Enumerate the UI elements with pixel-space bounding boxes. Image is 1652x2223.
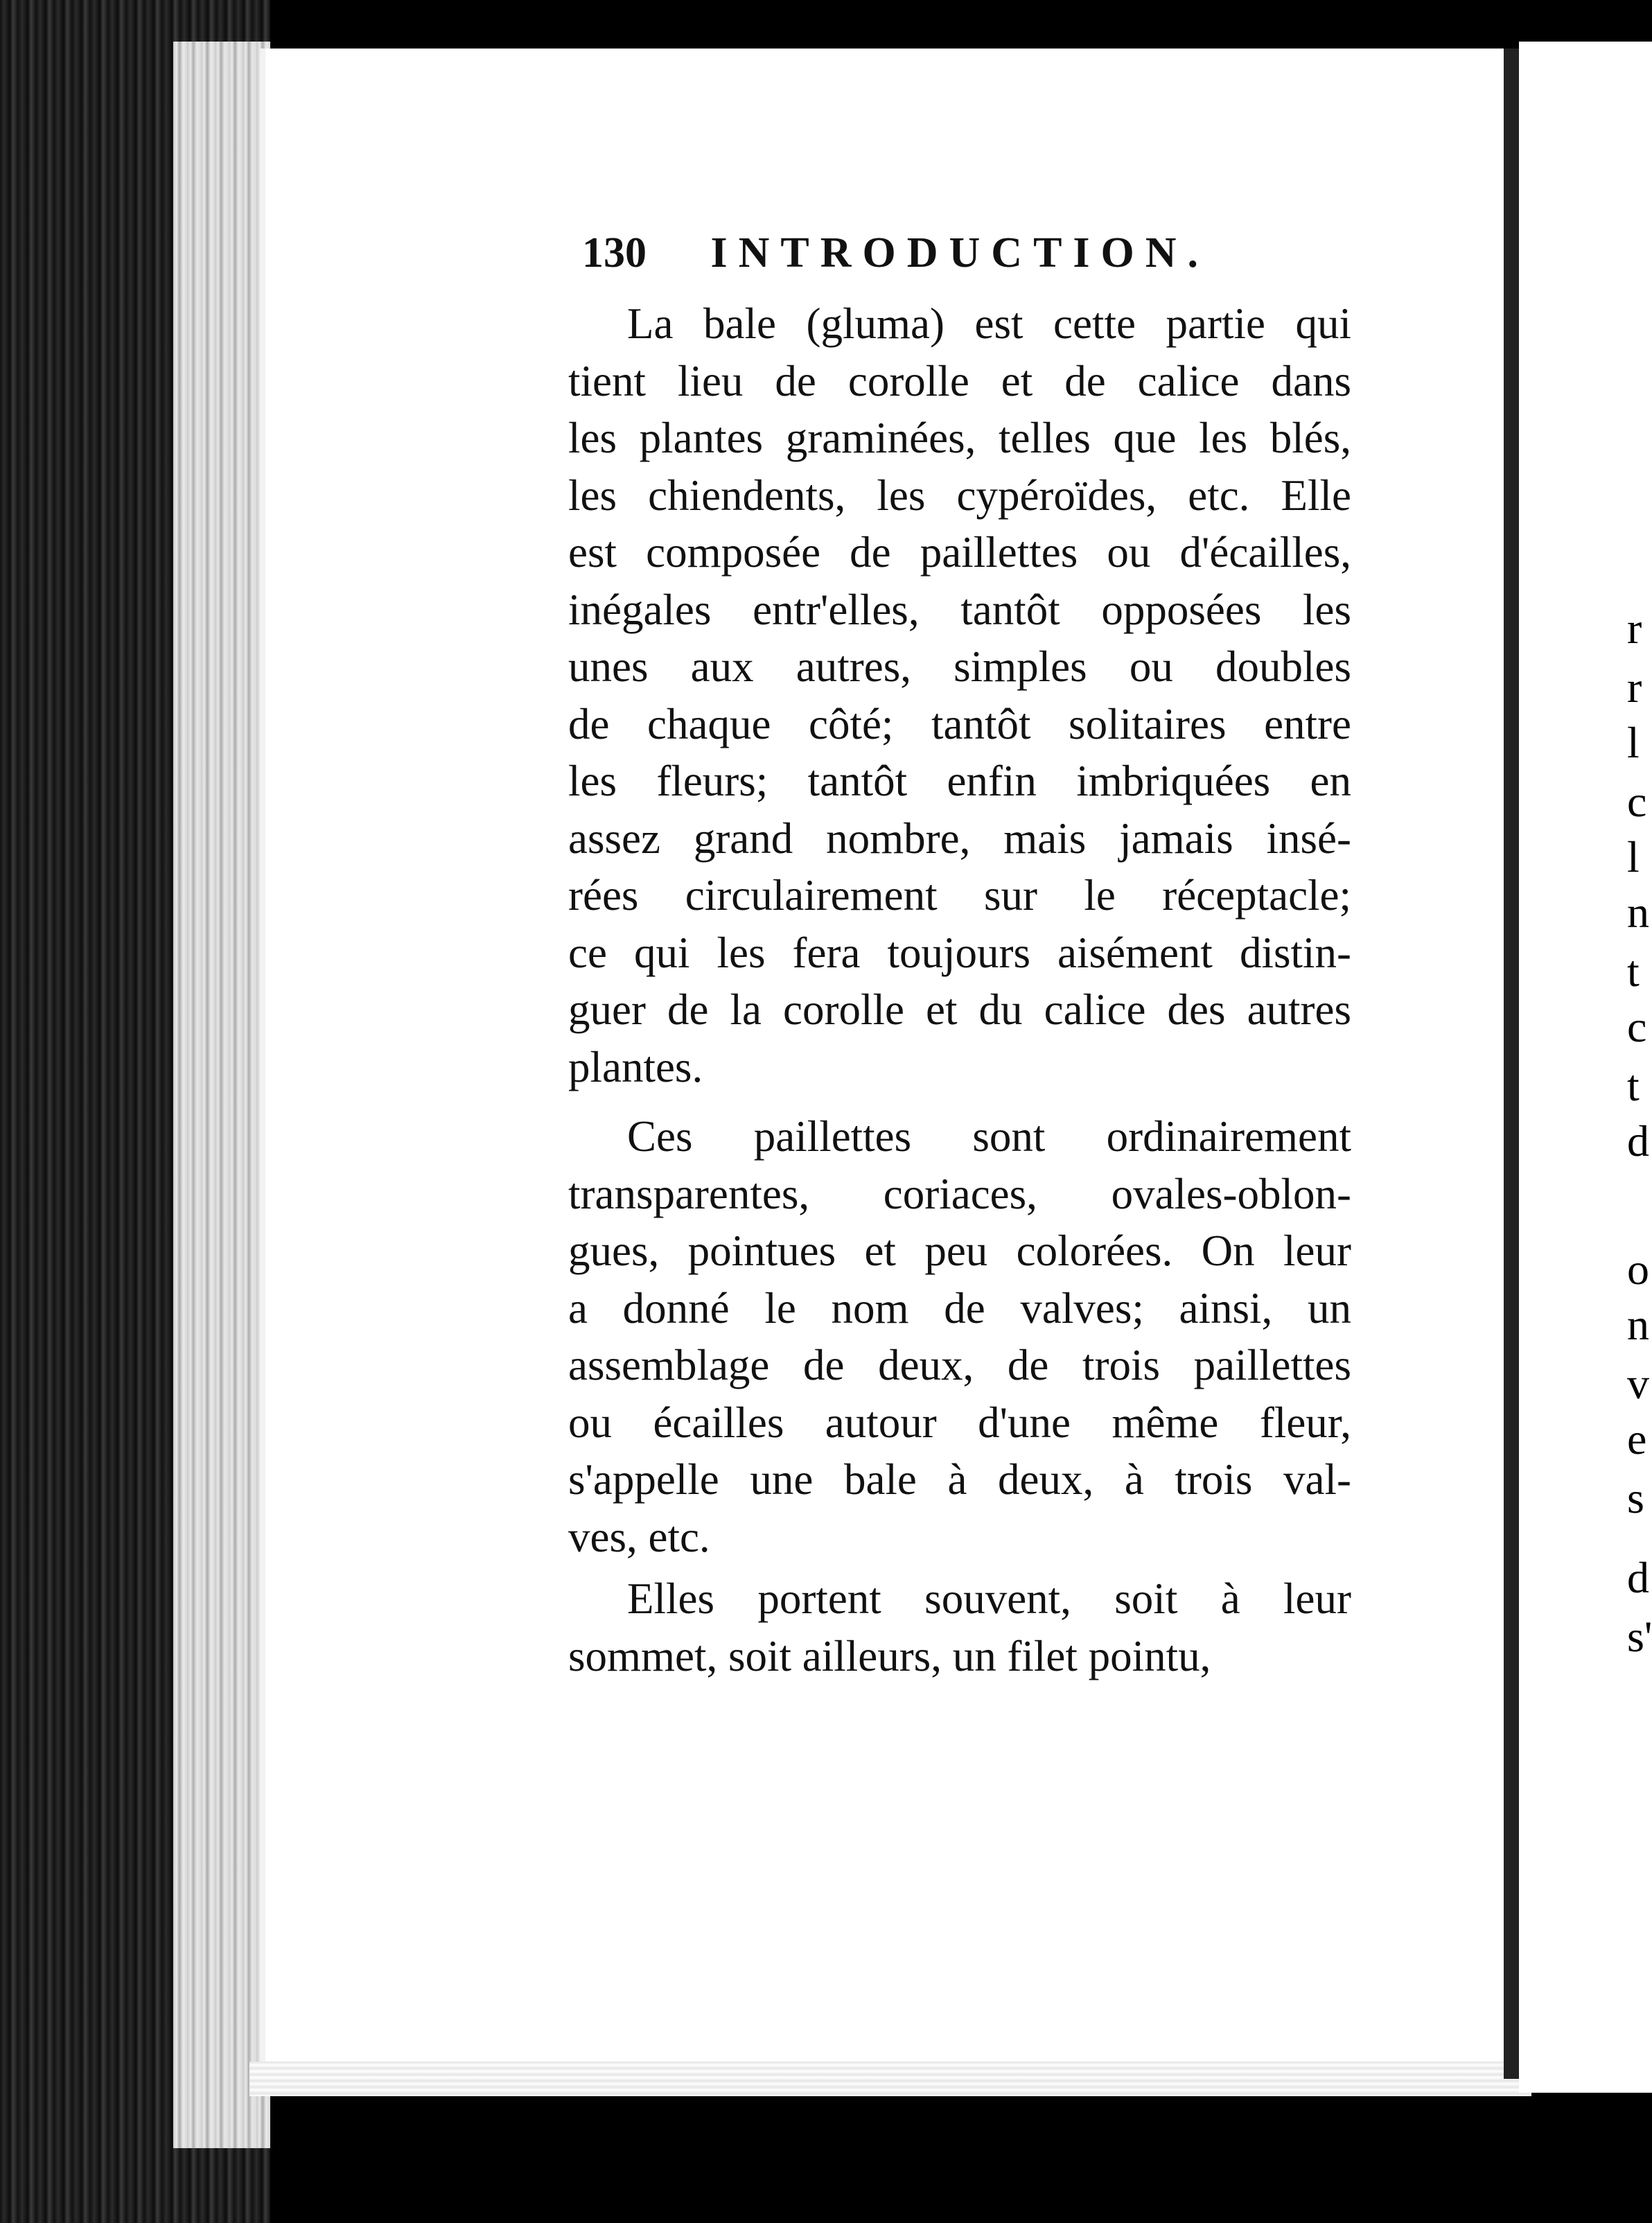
page-bottom-edge <box>249 2062 1531 2096</box>
text-line: assez grand nombre, mais jamais insé- <box>568 814 1351 863</box>
text-line: de chaque côté; tantôt solitaires entre <box>568 700 1351 748</box>
text-line: a donné le nom de valves; ainsi, un <box>568 1284 1351 1333</box>
text-line: unes aux autres, simples ou doubles <box>568 642 1351 691</box>
text-line: rées circulairement sur le réceptacle; <box>568 871 1351 920</box>
running-head <box>582 229 1220 291</box>
text-line: les plantes graminées, telles que les blés, <box>568 414 1351 462</box>
page-number: 130 <box>582 229 647 276</box>
adjacent-page-fragment: v <box>1627 1359 1649 1408</box>
adjacent-page-fragment: t <box>1627 947 1640 996</box>
page-edges <box>173 42 270 2148</box>
adjacent-page-fragment: t <box>1627 1061 1640 1110</box>
text-line: sommet, soit ailleurs, un filet pointu, <box>568 1632 1211 1680</box>
text-line: s'appelle une bale à deux, à trois val- <box>568 1455 1351 1504</box>
adjacent-page-fragment: e <box>1627 1414 1647 1464</box>
adjacent-page-fragment: r <box>1627 662 1642 712</box>
adjacent-page-fragment: n <box>1627 1300 1649 1349</box>
text-line: plantes. <box>568 1043 703 1091</box>
text-line: inégales entr'elles, tantôt opposées les <box>568 586 1351 634</box>
adjacent-page-fragment: d <box>1627 1553 1649 1602</box>
text-line: ce qui les fera toujours aisément distin- <box>568 929 1351 977</box>
adjacent-page-fragment: s' <box>1627 1612 1652 1661</box>
adjacent-page-fragment: o <box>1627 1245 1649 1294</box>
text-line: La bale (gluma) est cette partie qui <box>627 299 1351 348</box>
text-line: Ces paillettes sont ordinairement <box>627 1112 1351 1161</box>
adjacent-page-fragment: n <box>1627 888 1649 937</box>
text-line: guer de la corolle et du calice des autres <box>568 985 1351 1034</box>
text-line: ves, etc. <box>568 1513 710 1561</box>
text-line: transparentes, coriaces, ovales-oblon- <box>568 1170 1351 1218</box>
text-line: ou écailles autour d'une même fleur, <box>568 1398 1351 1447</box>
gutter <box>1504 49 1519 2079</box>
adjacent-page-fragment: r <box>1627 604 1642 653</box>
text-line: tient lieu de corolle et de calice dans <box>568 357 1351 405</box>
text-line: assemblage de deux, de trois paillettes <box>568 1341 1351 1389</box>
adjacent-page-fragment: c <box>1627 777 1647 826</box>
text-line: est composée de paillettes ou d'écailles, <box>568 528 1351 577</box>
adjacent-page-fragment: l <box>1627 718 1640 767</box>
text-line: gues, pointues et peu colorées. On leur <box>568 1227 1351 1275</box>
adjacent-page-fragment: d <box>1627 1116 1649 1166</box>
text-line: les chiendents, les cypéroïdes, etc. Elle <box>568 471 1351 520</box>
text-line: Elles portent souvent, soit à leur <box>627 1574 1351 1623</box>
adjacent-page-fragment: s <box>1627 1473 1644 1522</box>
adjacent-page-fragment: l <box>1627 832 1640 881</box>
running-title: INTRODUCTION. <box>710 229 1210 276</box>
text-line: les fleurs; tantôt enfin imbriquées en <box>568 757 1351 805</box>
adjacent-page-fragment: c <box>1627 1002 1647 1051</box>
